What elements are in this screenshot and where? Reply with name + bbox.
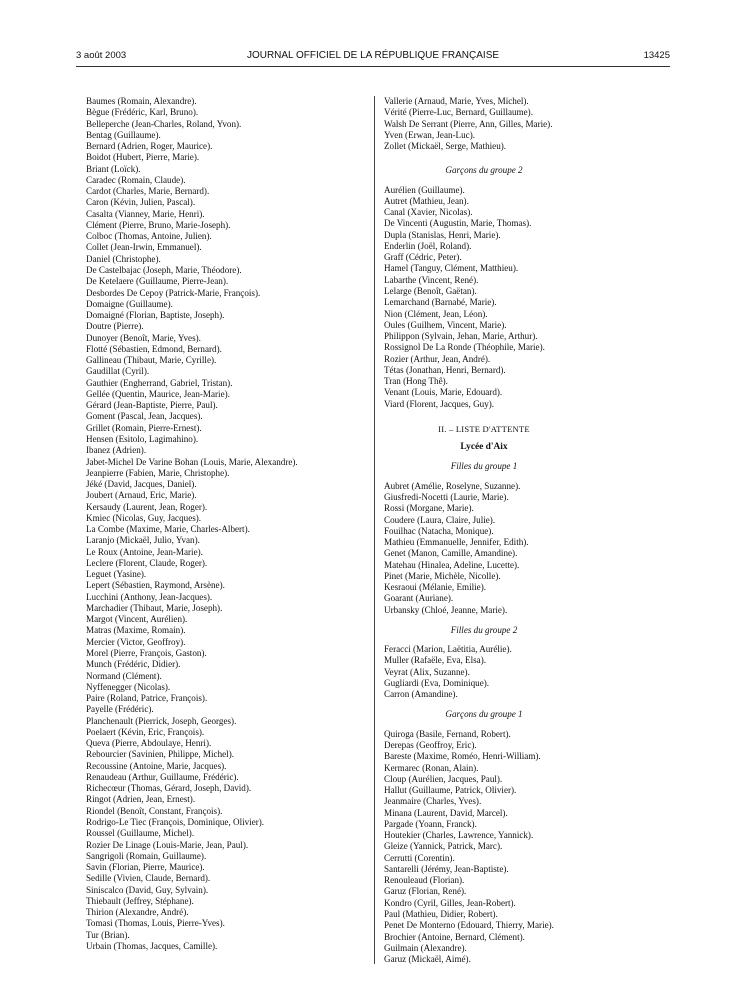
list-item: Philippon (Sylvain, Jehan, Marie, Arthur). [384,331,538,342]
list-item: Hamel (Tanguy, Clément, Matthieu). [384,263,519,274]
header-rule [76,66,670,67]
list-item: Caron (Kévin, Julien, Pascal). [86,197,196,208]
list-item: Venant (Louis, Marie, Edouard). [384,387,503,398]
list-item: Gleize (Yannick, Patrick, Marc). [384,841,503,852]
list-item: Viard (Florent, Jacques, Guy). [384,398,495,409]
list-item: Santarelli (Jérémy, Jean-Baptiste). [384,863,509,874]
list-item: Rossi (Morgane, Marie). [384,503,474,514]
list-item: Goarant (Auriane). [384,593,454,604]
list-item: Margot (Vincent, Aurélien). [86,614,188,625]
list-item: Thirion (Alexandre, André). [86,907,189,918]
journal-title: JOURNAL OFFICIEL DE LA RÉPUBLIQUE FRANÇAISE [246,50,500,61]
list-item: Goment (Pascal, Jean, Jacques). [86,411,203,422]
list-item: De Ketelaere (Guillaume, Pierre-Jean). [86,276,229,287]
filles-groupe-1-list [384,481,674,616]
list-item: Pargade (Yoann, Franck). [384,818,477,829]
list-item: Clément (Pierre, Bruno, Marie-Joseph). [86,219,231,230]
list-item: Boidot (Hubert, Pierre, Marie). [86,152,200,163]
list-item: Collet (Jean-Irwin, Emmanuel). [86,242,202,253]
list-item: Nion (Clément, Jean, Léon). [384,308,488,319]
list-item: Planchenault (Pierrick, Joseph, Georges). [86,715,237,726]
list-item: Cardot (Charles, Marie, Bernard). [86,186,210,197]
list-item: Rodrigo-Le Tiec (François, Dominique, Olivier). [86,817,265,827]
list-item: Carron (Amandine). [384,689,458,700]
list-item: Genet (Manon, Camille, Amandine). [384,548,518,559]
list-item: Kesraoui (Mélanie, Emilie). [384,582,487,593]
list-item: Roussel (Guillaume, Michel). [86,828,195,839]
list-item: Hensen (Esitolo, Lagimahino). [86,433,199,444]
list-item: Gugliardi (Eva, Dominique). [384,677,490,688]
list-item: Joubert (Arnaud, Eric, Marie). [86,490,197,501]
list-item: Rozier (Arthur, Jean, André). [384,353,491,364]
list-item: Dupla (Stanislas, Henri, Marie). [384,229,501,240]
page-header [76,50,670,66]
list-item: Houtekier (Charles, Lawrence, Yannick). [384,830,534,841]
list-item: Quiroga (Basile, Fernand, Robert). [384,728,511,739]
list-item: Bareste (Maxime, Roméo, Henri-William). [384,751,541,762]
list-item: Gérard (Jean-Baptiste, Pierre, Paul). [86,400,218,411]
list-item: Aubret (Amélie, Roselyne, Suzanne). [384,480,521,491]
list-item: Veyrat (Alix, Suzanne). [384,666,470,677]
list-item: Gellée (Quentin, Maurice, Jean-Marie). [86,388,230,399]
list-item: Richecœur (Thomas, Gérard, Joseph, David). [86,783,252,794]
list-item: Matras (Maxime, Romain). [86,625,186,636]
list-item: Urbain (Thomas, Jacques, Camille). [86,940,218,951]
list-item: Baumes (Romain, Alexandre). [86,96,197,106]
list-item: Domaigne (Guillaume). [86,298,173,309]
list-item: Muller (Rafaële, Eva, Elsa). [384,655,487,666]
list-item: Briant (Loïck). [86,163,141,174]
list-item: Belleperche (Jean-Charles, Roland, Yvon). [86,118,242,129]
column-divider [374,96,375,964]
list-item: Brochier (Antoine, Bernard, Clément). [384,931,525,942]
group-heading-garcons-1: Garçons du groupe 1 [445,709,523,720]
list-item: Domaigné (Florian, Baptiste, Joseph). [86,310,225,321]
list-item: Garuz (Mickaël, Aimé). [384,954,471,965]
list-item: Walsh De Serrant (Pierre, Ann, Gilles, Marie). [384,118,553,129]
list-item: Grillet (Romain, Pierre-Ernest). [86,422,202,433]
list-item: Jéké (David, Jacques, Daniel). [86,479,197,490]
list-item: Kondro (Cyril, Gilles, Jean-Robert). [384,897,516,908]
left-column [86,96,368,952]
lycee-heading: Lycée d'Aix [460,442,508,453]
list-item: Coudere (Laura, Claire, Julie). [384,514,496,525]
list-item: Normand (Clément). [86,670,162,681]
list-item: Vallerie (Arnaud, Marie, Yves, Michel). [384,96,529,106]
list-item: Flotté (Sébastien, Edmond, Bernard). [86,343,222,354]
list-item: Bentag (Guillaume). [86,129,161,140]
list-item: Leclere (Florent, Claude, Roger). [86,557,208,568]
list-item: Bègue (Frédéric, Karl, Bruno). [86,107,199,118]
list-item: Graff (Cédric, Peter). [384,252,462,263]
list-item: Lepert (Sébastien, Raymond, Arsène). [86,580,225,591]
list-item: Tétas (Jonathan, Henri, Bernard). [384,364,506,375]
right-column [384,96,674,965]
header-date: 3 août 2003 [76,50,127,61]
list-item: Labarthe (Vincent, René). [384,274,479,285]
list-item: Yven (Erwan, Jean-Luc). [384,129,475,140]
list-item: Rozier De Linage (Louis-Marie, Jean, Paul). [86,839,249,850]
list-item: Marchadier (Thibaut, Marie, Joseph). [86,602,223,613]
list-item: Paire (Roland, Patrice, François). [86,693,208,704]
list-item: Canal (Xavier, Nicolas). [384,207,473,218]
list-item: Minana (Laurent, David, Marcel). [384,807,508,818]
list-item: Poelaert (Kévin, Eric, François). [86,726,205,737]
filles-groupe-2-list [384,644,674,700]
list-item: Feracci (Marion, Laëtitia, Aurélie). [384,644,512,655]
list-item: Guilmain (Alexandre). [384,942,467,953]
list-item: Dunoyer (Benoît, Marie, Yves). [86,332,201,343]
list-item: Kermarec (Ronan, Alain). [384,762,479,773]
section-heading-liste-attente: II. – LISTE D'ATTENTE [438,423,530,434]
list-item: Munch (Frédéric, Didier). [86,659,181,670]
group-heading-filles-1: Filles du groupe 1 [450,461,518,472]
list-item: Doutre (Pierre). [86,321,144,332]
group-heading-garcons-2: Garçons du groupe 2 [445,165,523,176]
list-item: La Combe (Maxime, Marie, Charles-Albert). [86,524,250,535]
page-number: 13425 [643,50,670,61]
list-item: Le Roux (Antoine, Jean-Marie). [86,546,203,557]
list-item: Thiebault (Jeffrey, Stéphane). [86,895,194,906]
list-item: De Vincenti (Augustin, Marie, Thomas). [384,218,532,229]
list-item: Gallineau (Thibaut, Marie, Cyrille). [86,355,217,366]
list-item: Queva (Pierre, Abdoulaye, Henri). [86,738,212,749]
list-item: Mathieu (Emmanuelle, Jennifer, Edith). [384,537,529,548]
list-item: Renaudeau (Arthur, Guillaume, Frédéric). [86,771,239,782]
list-item: Morel (Pierre, François, Gaston). [86,648,207,659]
list-item: Urbansky (Chloé, Jeanne, Marie). [384,604,508,615]
list-item: Pinet (Marie, Michèle, Nicolle). [384,570,501,581]
list-item: Tur (Brian). [86,929,130,940]
list-item: Recoussine (Antoine, Marie, Jacques). [86,760,227,771]
list-item: Leguet (Yasine). [86,569,147,580]
garcons-groupe-2-list [384,185,674,410]
list-item: De Castelbajac (Joseph, Marie, Théodore). [86,264,242,275]
list-item: Fouilhac (Natacha, Monique). [384,525,494,536]
list-item: Daniel (Christophe). [86,253,161,264]
list-item: Lucchini (Anthony, Jean-Jacques). [86,591,213,602]
list-item: Casalta (Vianney, Marie, Henri). [86,208,205,219]
list-item: Matehau (Hinalea, Adeline, Lucette). [384,559,520,570]
list-item: Colboc (Thomas, Antoine, Julien). [86,231,212,242]
list-item: Lelarge (Benoît, Gaëtan). [384,285,477,296]
list-item: Tomasi (Thomas, Louis, Pierre-Yves). [86,918,225,929]
list-item: Vérité (Pierre-Luc, Bernard, Guillaume). [384,107,533,118]
list-item: Savin (Florian, Pierre, Maurice). [86,862,205,873]
list-item: Jabet-Michel De Varine Bohan (Louis, Marie, Alexandre). [86,456,298,467]
list-item: Penet De Monterno (Edouard, Thierry, Marie). [384,920,554,931]
list-item: Kersaudy (Laurent, Jean, Roger). [86,501,208,512]
list-item: Giusfredi-Nocetti (Laurie, Marie). [384,491,509,502]
list-item: Nyffenegger (Nicolas). [86,681,171,692]
list-item: Gauthier (Engherrand, Gabriel, Tristan). [86,377,233,388]
continuation-list [384,96,674,152]
list-item: Cloup (Aurélien, Jacques, Paul). [384,773,503,784]
list-item: Gaudillat (Cyril). [86,366,150,377]
list-item: Oules (Guilhem, Vincent, Marie). [384,319,507,330]
list-item: Tran (Hong Thê). [384,376,448,387]
list-item: Aurélien (Guillaume). [384,184,465,195]
list-item: Paul (Mathieu, Didier, Robert). [384,909,498,919]
list-item: Renouleaud (Florian). [384,875,465,886]
list-item: Cerrutti (Corentin). [384,852,455,863]
list-item: Derepas (Geoffroy, Eric). [384,740,477,751]
group-heading-filles-2: Filles du groupe 2 [450,624,518,635]
list-item: Bernard (Adrien, Roger, Maurice). [86,141,213,152]
list-item: Sangrigoli (Romain, Guillaume). [86,850,207,861]
list-item: Kmiec (Nicolas, Guy, Jacques). [86,512,202,523]
list-item: Hallut (Guillaume, Patrick, Olivier). [384,785,517,796]
list-item: Ringot (Adrien, Jean, Ernest). [86,794,196,805]
garcons-groupe-1-list [384,729,674,966]
list-item: Rebourcier (Savinien, Philippe, Michel). [86,749,234,760]
list-item: Enderlin (Joël, Roland). [384,240,472,251]
list-item: Lemarchand (Barnabé, Marie). [384,297,497,308]
list-item: Rossignol De La Ronde (Théophile, Marie). [384,342,545,353]
list-item: Payelle (Frédéric). [86,704,154,715]
list-item: Desbordes De Cepoy (Patrick-Marie, François). [86,287,261,298]
list-item: Jeanmaire (Charles, Yves). [384,796,482,807]
list-item: Ibanez (Adrien). [86,445,147,456]
list-item: Mercier (Victor, Geoffroy). [86,636,186,647]
list-item: Zollet (Mickaël, Serge, Mathieu). [384,141,507,152]
list-item: Laranjo (Mickaël, Julio, Yvan). [86,535,200,546]
list-item: Garuz (Florian, René). [384,886,467,897]
list-item: Caradec (Romain, Claude). [86,174,186,185]
list-item: Siniscalco (David, Guy, Sylvain). [86,884,209,895]
list-item: Sedille (Vivien, Claude, Bernard). [86,873,211,884]
list-item: Riondel (Benoît, Constant, François). [86,805,223,816]
list-item: Autret (Mathieu, Jean). [384,195,469,206]
list-item: Jeanpierre (Fabien, Marie, Christophe). [86,467,230,478]
